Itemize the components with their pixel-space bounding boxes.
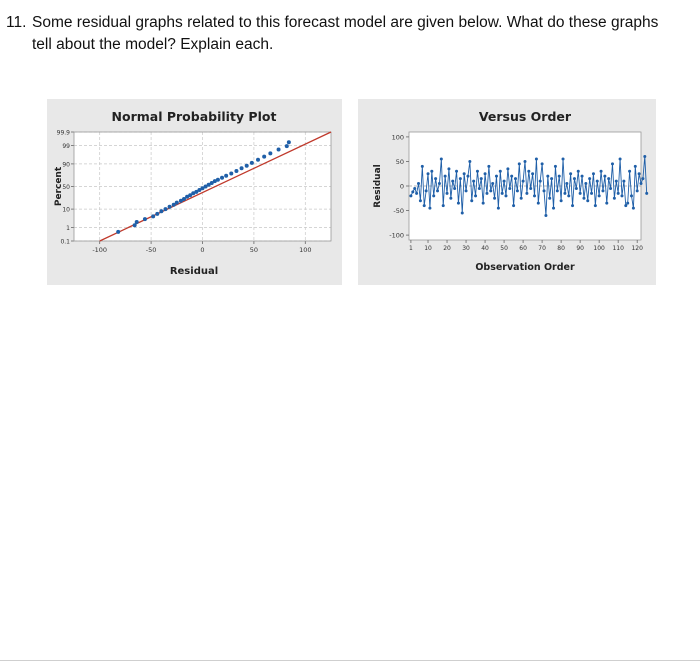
data-point <box>446 192 449 195</box>
data-point <box>569 172 572 175</box>
data-point <box>603 175 606 178</box>
data-point <box>579 192 582 195</box>
x-tick-label: 30 <box>462 245 470 252</box>
data-point <box>417 182 420 185</box>
x-tick-label: 90 <box>576 245 584 252</box>
x-tick-label: 80 <box>557 245 565 252</box>
data-point <box>484 172 487 175</box>
data-point <box>544 214 547 217</box>
data-point <box>543 189 546 192</box>
data-point <box>476 170 479 173</box>
versus-order-panel <box>358 99 656 285</box>
data-point <box>116 230 120 234</box>
data-point <box>640 182 643 185</box>
data-point <box>527 170 530 173</box>
data-point <box>175 201 179 205</box>
data-point <box>617 192 620 195</box>
data-point <box>442 204 445 207</box>
data-point <box>535 158 538 161</box>
data-point <box>638 172 641 175</box>
data-point <box>524 160 527 163</box>
data-point <box>601 189 604 192</box>
data-point <box>234 169 238 173</box>
data-point <box>434 177 437 180</box>
data-point <box>482 202 485 205</box>
data-point <box>594 204 597 207</box>
y-tick-label: -50 <box>393 207 404 216</box>
data-point <box>415 192 418 195</box>
normal-probability-plot <box>47 99 342 285</box>
data-point <box>596 180 599 183</box>
data-point <box>600 170 603 173</box>
y-tick-label: 99.9 <box>56 129 70 137</box>
y-tick-label: 100 <box>391 133 404 142</box>
data-point <box>525 192 528 195</box>
x-tick-label: 120 <box>631 245 643 252</box>
data-point <box>501 192 504 195</box>
data-point <box>229 171 233 175</box>
data-point <box>436 189 439 192</box>
data-point <box>220 176 224 180</box>
data-point <box>421 165 424 168</box>
x-tick-label: 110 <box>612 245 624 252</box>
data-point <box>630 194 633 197</box>
data-point <box>409 194 412 197</box>
data-point <box>277 148 281 152</box>
data-point <box>472 180 475 183</box>
x-tick-label: 70 <box>538 245 546 252</box>
x-tick-label: 100 <box>593 245 605 252</box>
data-point <box>571 204 574 207</box>
data-point <box>451 180 454 183</box>
question-text <box>6 12 686 56</box>
y-tick-label: 50 <box>395 157 404 166</box>
data-point <box>224 174 228 178</box>
data-point <box>457 202 460 205</box>
x-tick-label: 0 <box>200 246 205 254</box>
x-tick-label: 60 <box>519 245 527 252</box>
chart-title: Normal Probability Plot <box>111 109 277 124</box>
y-tick-label: 0.1 <box>60 238 70 246</box>
x-tick-label: 40 <box>481 245 489 252</box>
data-point <box>558 175 561 178</box>
data-point <box>554 165 557 168</box>
data-point <box>285 144 289 148</box>
data-point <box>620 194 623 197</box>
data-point <box>632 207 635 210</box>
y-axis-label: Residual <box>373 164 383 208</box>
data-point <box>440 158 443 161</box>
data-point <box>584 182 587 185</box>
data-point <box>497 207 500 210</box>
y-tick-label: 10 <box>62 206 70 214</box>
data-point <box>216 178 220 182</box>
x-tick-label: 50 <box>500 245 508 252</box>
question-line-2: tell about the model? Explain each. <box>32 36 274 53</box>
data-point <box>427 172 430 175</box>
data-point <box>613 197 616 200</box>
x-tick-label: 100 <box>299 246 312 254</box>
data-point <box>546 175 549 178</box>
data-point <box>287 140 291 144</box>
page-divider <box>0 660 700 661</box>
data-point <box>645 192 648 195</box>
data-point <box>520 197 523 200</box>
data-point <box>480 177 483 180</box>
chart-title: Versus Order <box>478 109 572 124</box>
versus-order-plot <box>358 99 656 285</box>
data-point <box>634 165 637 168</box>
data-point <box>430 170 433 173</box>
y-tick-label: 50 <box>62 184 70 191</box>
data-point <box>607 177 610 180</box>
data-point <box>499 170 502 173</box>
data-point <box>510 175 513 178</box>
data-point <box>474 194 477 197</box>
data-point <box>575 187 578 190</box>
data-point <box>447 167 450 170</box>
data-point <box>506 167 509 170</box>
data-point <box>531 172 534 175</box>
y-tick-label: 1 <box>66 225 70 233</box>
data-point <box>489 189 492 192</box>
data-point <box>453 187 456 190</box>
data-point <box>143 217 147 221</box>
data-point <box>428 207 431 210</box>
data-point <box>573 177 576 180</box>
data-point <box>529 187 532 190</box>
data-point <box>548 197 551 200</box>
data-point <box>508 187 511 190</box>
data-point <box>560 199 563 202</box>
x-tick-label: 50 <box>249 246 259 254</box>
data-point <box>626 202 629 205</box>
data-point <box>619 158 622 161</box>
data-point <box>541 162 544 165</box>
data-point <box>240 166 244 170</box>
x-tick-label: 1 <box>408 245 413 252</box>
data-point <box>455 170 458 173</box>
data-point <box>459 177 462 180</box>
data-point <box>615 180 618 183</box>
data-point <box>592 172 595 175</box>
data-point <box>586 199 589 202</box>
question-line-1: Some residual graphs related to this forecast model are given below. What do these graphs <box>32 14 659 31</box>
data-point <box>425 189 428 192</box>
data-point <box>552 207 555 210</box>
data-point <box>624 204 627 207</box>
data-point <box>478 187 481 190</box>
data-point <box>438 182 441 185</box>
data-point <box>562 158 565 161</box>
data-point <box>262 155 266 159</box>
data-point <box>155 212 159 216</box>
data-point <box>419 199 422 202</box>
data-point <box>449 197 452 200</box>
data-point <box>423 204 426 207</box>
data-point <box>159 209 163 213</box>
x-tick-label: -50 <box>145 246 157 254</box>
data-point <box>590 192 593 195</box>
y-tick-label: 90 <box>62 161 70 169</box>
data-point <box>465 189 468 192</box>
data-point <box>611 162 614 165</box>
data-point <box>135 220 139 224</box>
data-point <box>151 214 155 218</box>
data-point <box>485 192 488 195</box>
data-point <box>533 194 536 197</box>
data-point <box>461 212 464 215</box>
data-point <box>268 151 272 155</box>
data-point <box>577 170 580 173</box>
y-tick-label: -100 <box>389 231 404 240</box>
data-point <box>582 197 585 200</box>
question-number: 11. <box>6 14 27 31</box>
data-point <box>256 158 260 162</box>
y-tick-label: 99 <box>62 142 70 150</box>
data-point <box>643 155 646 158</box>
data-point <box>605 202 608 205</box>
data-point <box>466 175 469 178</box>
data-point <box>518 162 521 165</box>
data-point <box>163 207 167 211</box>
data-point <box>539 180 542 183</box>
data-point <box>588 177 591 180</box>
data-point <box>636 189 639 192</box>
normal-probability-plot-panel <box>47 99 342 285</box>
data-point <box>641 177 644 180</box>
x-axis-label: Residual <box>169 266 219 277</box>
data-point <box>598 194 601 197</box>
data-point <box>413 187 416 190</box>
data-point <box>493 197 496 200</box>
x-tick-label: -100 <box>92 246 108 254</box>
data-point <box>491 182 494 185</box>
data-point <box>522 180 525 183</box>
data-point <box>468 160 471 163</box>
data-point <box>487 165 490 168</box>
data-point <box>250 161 254 165</box>
data-point <box>550 177 553 180</box>
x-tick-label: 10 <box>424 245 432 252</box>
data-point <box>563 192 566 195</box>
data-point <box>567 194 570 197</box>
x-tick-label: 20 <box>443 245 451 252</box>
data-point <box>411 190 414 193</box>
data-point <box>245 164 249 168</box>
data-point <box>514 177 517 180</box>
data-point <box>516 189 519 192</box>
data-point <box>622 180 625 183</box>
data-point <box>556 189 559 192</box>
data-point <box>609 187 612 190</box>
data-point <box>463 172 466 175</box>
data-point <box>512 204 515 207</box>
y-axis-label: Percent <box>54 166 64 207</box>
data-point <box>565 182 568 185</box>
data-point <box>628 170 631 173</box>
data-point <box>470 199 473 202</box>
y-tick-label: 0 <box>399 182 404 191</box>
x-axis-label: Observation Order <box>475 262 575 273</box>
data-point <box>495 175 498 178</box>
data-point <box>432 194 435 197</box>
data-point <box>504 194 507 197</box>
data-point <box>168 205 172 209</box>
data-point <box>581 175 584 178</box>
data-point <box>444 175 447 178</box>
data-point <box>503 180 506 183</box>
data-point <box>537 202 540 205</box>
